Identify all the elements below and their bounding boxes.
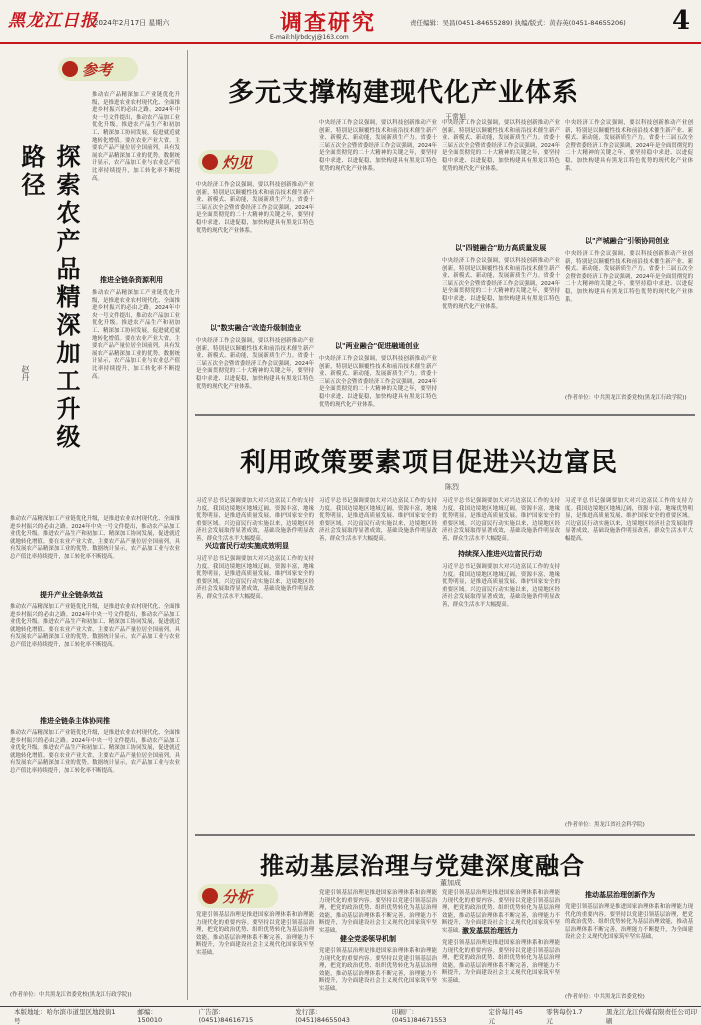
article1-text-2: 中央经济工作会议强调，要以科技创新推动产业创新，特别是以颠覆性技术和前沿技术催生新产业、新模式、新动能，发展新质生产力。省委十三届五次全会暨省委经济工作会议强调，2024年是全面贯彻党的二十大精神的关键之年，要坚持稳中求进、以进促稳，加快构建具有黑龙江特色优势的现代化产业体系。 bbox=[196, 338, 314, 390]
tag-insight: 灼见 bbox=[198, 150, 278, 174]
article1-text-5: 中央经济工作会议强调，要以科技创新推动产业创新，特别是以颠覆性技术和前沿技术催生新产业、新模式、新动能，发展新质生产力。省委十三届五次全会暨省委经济工作会议强调，2024年是全面贯彻党的二十大精神的关键之年，要坚持稳中求进、以进促稳，加快构建具有黑龙江特色优势的现代化产业体系。 bbox=[442, 120, 560, 172]
article3-text-2: 党建引领基层治理是推进国家治理体系和治理能力现代化的重要内容。要坚持以党建引领基层治理，把党的政治优势、组织优势转化为基层治理效能，推动基层治理体系不断完善，治理能力不断提升，为全面建设社会主义现代化国家筑牢坚实基础。 bbox=[319, 890, 437, 934]
left-text-5: 推动农产品精深加工产业链优化升级，是推进农业农村现代化、全面推进乡村振兴的必由之路。2024年中央一号文件提出，推动农产品加工业优化升级。推进农产品生产和初加工、精深加工协同发展，促进就近就地转化增值。要在农业产业大省，主要农产品产量位居全国前列，具有发展农产品精深加工业的优势。数据统计显示，农产品加工业与农业总产值比率持续提升，加工转化率不断提高。 bbox=[10, 730, 180, 774]
article3-subhead-2: 激发基层治理活力 bbox=[462, 927, 518, 935]
left-article-title: 探索农产品精深加工升级路径 bbox=[17, 144, 81, 452]
issue-date: 2024年2月17日 星期六 bbox=[94, 19, 170, 27]
footer-printing: 印刷厂：(0451)84671553 bbox=[391, 1008, 447, 1024]
article1-subhead-4: 以"产城融合"引领协同创业 bbox=[585, 237, 670, 245]
footer-retail: 零售每份1.7元 bbox=[546, 1007, 583, 1025]
footer-distribution: 发行部：(0451)84655043 bbox=[295, 1008, 350, 1024]
article1-subhead-1: 以"数实融合"改造升级制造业 bbox=[210, 324, 302, 332]
article2-text-5: 习近平总书记强调要加大对兴边富民工作的支持力度。我国边境地区地域辽阔，资源丰富，地缘优势明显，是推进高质量发展、维护国家安全的重要区域。兴边富民行动实施以来，边境地区经济社会发展取得显著成效，基础设施条件明显改善，群众生活水平大幅提高。 bbox=[442, 564, 560, 608]
article1-text-8: 中央经济工作会议强调，要以科技创新推动产业创新，特别是以颠覆性技术和前沿技术催生新产业、新模式、新动能，发展新质生产力。省委十三届五次全会暨省委经济工作会议强调，2024年是全面贯彻党的二十大精神的关键之年，要坚持稳中求进、以进促稳，加快构建具有黑龙江特色优势的现代化产业体系。 bbox=[565, 251, 693, 303]
tag-reference: 参考 bbox=[58, 57, 138, 81]
article2-title: 利用政策要素项目促进兴边富民 bbox=[240, 448, 619, 478]
article1-text-7: 中央经济工作会议强调，要以科技创新推动产业创新，特别是以颠覆性技术和前沿技术催生新产业、新模式、新动能，发展新质生产力。省委十三届五次全会暨省委经济工作会议强调，2024年是全面贯彻党的二十大精神的关键之年，要坚持稳中求进、以进促稳，加快构建具有黑龙江特色优势的现代化产业体系。 bbox=[565, 120, 693, 172]
article3-text-6: 党建引领基层治理是推进国家治理体系和治理能力现代化的重要内容。要坚持以党建引领基层治理，把党的政治优势、组织优势转化为基层治理效能，推动基层治理体系不断完善，治理能力不断提升，为全面建设社会主义现代化国家筑牢坚实基础。 bbox=[565, 904, 693, 941]
newspaper-logo: 黑龙江日报 bbox=[8, 11, 98, 31]
article2-text-1: 习近平总书记强调要加大对兴边富民工作的支持力度。我国边境地区地域辽阔，资源丰富，地缘优势明显，是推进高质量发展、维护国家安全的重要区域。兴边富民行动实施以来，边境地区经济社会发展取得显著成效，基础设施条件明显改善，群众生活水平大幅提高。 bbox=[196, 498, 314, 542]
page-number: 4 bbox=[672, 6, 691, 36]
column-divider bbox=[187, 50, 188, 1000]
article3-text-3: 党建引领基层治理是推进国家治理体系和治理能力现代化的重要内容。要坚持以党建引领基层治理，把党的政治优势、组织优势转化为基层治理效能，推动基层治理体系不断完善，治理能力不断提升，为全面建设社会主义现代化国家筑牢坚实基础。 bbox=[319, 948, 437, 992]
article2-subhead-1: 兴边富民行动实施成效明显 bbox=[205, 542, 289, 550]
article2-author: 陈烈 bbox=[445, 483, 459, 491]
section-email: E-mail:hljrbdcyj@163.com bbox=[270, 34, 349, 41]
masthead bbox=[0, 0, 701, 44]
editor-credits: 责任编辑：吴昌(0451-84655289) 执编/版式：黄春英(0451-84655206) bbox=[410, 19, 626, 27]
article1-text-3: 中央经济工作会议强调，要以科技创新推动产业创新，特别是以颠覆性技术和前沿技术催生新产业、新模式、新动能，发展新质生产力。省委十三届五次全会暨省委经济工作会议强调，2024年是全面贯彻党的二十大精神的关键之年，要坚持稳中求进、以进促稳，加快构建具有黑龙江特色优势的现代化产业体系。 bbox=[319, 120, 437, 172]
article3-subhead-1: 健全党委领导机制 bbox=[340, 935, 396, 943]
article1-subhead-2: 以"两业融合"促进融通创业 bbox=[335, 342, 420, 350]
article3-text-4: 党建引领基层治理是推进国家治理体系和治理能力现代化的重要内容。要坚持以党建引领基层治理，把党的政治优势、组织优势转化为基层治理效能，推动基层治理体系不断完善，治理能力不断提升，为全面建设社会主义现代化国家筑牢坚实基础。 bbox=[442, 890, 560, 934]
left-subhead-2: 提升产业全链条效益 bbox=[40, 591, 103, 599]
footer-postcode: 邮编：150010 bbox=[137, 1008, 163, 1024]
left-text-1: 推动农产品精深加工产业链优化升级，是推进农业农村现代化、全面推进乡村振兴的必由之路。2024年中央一号文件提出，推动农产品加工业优化升级。推进农产品生产和初加工、精深加工协同发展，促进就近就地转化增值。要在农业产业大省，主要农产品产量位居全国前列，具有发展农产品精深加工业的优势。数据统计显示，农产品加工业与农业总产值比率持续提升，加工转化率不断提高。 bbox=[92, 92, 180, 182]
page-footer bbox=[0, 1006, 701, 1024]
article3-subhead-3: 推动基层治理创新作为 bbox=[585, 891, 655, 899]
article1-subhead-3: 以"四链融合"助力高质量发展 bbox=[455, 244, 547, 252]
left-subhead-1: 推进全链条资源利用 bbox=[100, 276, 163, 284]
footer-printer: 黑龙江龙江传媒有限责任公司印刷 bbox=[605, 1007, 697, 1025]
article3-title: 推动基层治理与党建深度融合 bbox=[260, 851, 585, 880]
section-divider-1 bbox=[195, 414, 695, 416]
footer-address: 本版地址：哈尔滨市道里区地段街1号 bbox=[14, 1007, 116, 1025]
left-text-4: 推动农产品精深加工产业链优化升级，是推进农业农村现代化、全面推进乡村振兴的必由之路。2024年中央一号文件提出，推动农产品加工业优化升级。推进农产品生产和初加工、精深加工协同发展，促进就近就地转化增值。要在农业产业大省，主要农产品产量位居全国前列，具有发展农产品精深加工业的优势。数据统计显示，农产品加工业与农业总产值比率持续提升，加工转化率不断提高。 bbox=[10, 604, 180, 648]
article1-author: 王常旭 bbox=[445, 113, 466, 121]
left-article-author: 赵丹 bbox=[21, 365, 30, 381]
article3-author: 董加成 bbox=[440, 879, 461, 887]
tag-circle-icon bbox=[202, 888, 218, 904]
article1-text-6: 中央经济工作会议强调，要以科技创新推动产业创新，特别是以颠覆性技术和前沿技术催生新产业、新模式、新动能，发展新质生产力。省委十三届五次全会暨省委经济工作会议强调，2024年是全面贯彻党的二十大精神的关键之年，要坚持稳中求进、以进促稳，加快构建具有黑龙江特色优势的现代化产业体系。 bbox=[442, 258, 560, 310]
left-subhead-3: 推进全链条主体协同推 bbox=[40, 717, 110, 725]
article2-subhead-2: 持续深入推进兴边富民行动 bbox=[458, 550, 542, 558]
article1-text-4: 中央经济工作会议强调，要以科技创新推动产业创新，特别是以颠覆性技术和前沿技术催生新产业、新模式、新动能，发展新质生产力。省委十三届五次全会暨省委经济工作会议强调，2024年是全面贯彻党的二十大精神的关键之年，要坚持稳中求进、以进促稳，加快构建具有黑龙江特色优势的现代化产业体系。 bbox=[319, 356, 437, 408]
tag-analysis: 分析 bbox=[198, 884, 278, 908]
article2-text-6: 习近平总书记强调要加大对兴边富民工作的支持力度。我国边境地区地域辽阔，资源丰富，地缘优势明显，是推进高质量发展、维护国家安全的重要区域。兴边富民行动实施以来，边境地区经济社会发展取得显著成效，基础设施条件明显改善，群众生活水平大幅提高。 bbox=[565, 498, 693, 542]
left-text-3: 推动农产品精深加工产业链优化升级，是推进农业农村现代化、全面推进乡村振兴的必由之路。2024年中央一号文件提出，推动农产品加工业优化升级。推进农产品生产和初加工、精深加工协同发展，促进就近就地转化增值。要在农业产业大省，主要农产品产量位居全国前列，具有发展农产品精深加工业的优势。数据统计显示，农产品加工业与农业总产值比率持续提升，加工转化率不断提高。 bbox=[10, 516, 180, 560]
article3-text-1: 党建引领基层治理是推进国家治理体系和治理能力现代化的重要内容。要坚持以党建引领基层治理，把党的政治优势、组织优势转化为基层治理效能，推动基层治理体系不断完善，治理能力不断提升，为全面建设社会主义现代化国家筑牢坚实基础。 bbox=[196, 912, 314, 956]
section-title: 调查研究 bbox=[280, 10, 377, 36]
left-text-2: 推动农产品精深加工产业链优化升级，是推进农业农村现代化、全面推进乡村振兴的必由之路。2024年中央一号文件提出，推动农产品加工业优化升级。推进农产品生产和初加工、精深加工协同发展，促进就近就地转化增值。要在农业产业大省，主要农产品产量位居全国前列，具有发展农产品精深加工业的优势。数据统计显示，农产品加工业与农业总产值比率持续提升，加工转化率不断提高。 bbox=[92, 290, 180, 380]
article3-text-5: 党建引领基层治理是推进国家治理体系和治理能力现代化的重要内容。要坚持以党建引领基层治理，把党的政治优势、组织优势转化为基层治理效能，推动基层治理体系不断完善，治理能力不断提升，为全面建设社会主义现代化国家筑牢坚实基础。 bbox=[442, 940, 560, 984]
article1-title: 多元支撑构建现代化产业体系 bbox=[228, 78, 580, 108]
footer-ads: 广告部：(0451)84616715 bbox=[198, 1008, 254, 1024]
section-divider-2 bbox=[195, 834, 695, 836]
article2-text-2: 习近平总书记强调要加大对兴边富民工作的支持力度。我国边境地区地域辽阔，资源丰富，地缘优势明显，是推进高质量发展、维护国家安全的重要区域。兴边富民行动实施以来，边境地区经济社会发展取得显著成效，基础设施条件明显改善，群众生活水平大幅提高。 bbox=[196, 556, 314, 600]
tag-circle-icon bbox=[62, 61, 78, 77]
article2-author-note: (作者单位：黑龙江省社会科学院) bbox=[565, 822, 645, 828]
article2-text-3: 习近平总书记强调要加大对兴边富民工作的支持力度。我国边境地区地域辽阔，资源丰富，地缘优势明显，是推进高质量发展、维护国家安全的重要区域。兴边富民行动实施以来，边境地区经济社会发展取得显著成效，基础设施条件明显改善，群众生活水平大幅提高。 bbox=[319, 498, 437, 542]
article1-text-1: 中央经济工作会议强调，要以科技创新推动产业创新，特别是以颠覆性技术和前沿技术催生新产业、新模式、新动能，发展新质生产力。省委十三届五次全会暨省委经济工作会议强调，2024年是全面贯彻党的二十大精神的关键之年，要坚持稳中求进、以进促稳，加快构建具有黑龙江特色优势的现代化产业体系。 bbox=[196, 182, 314, 234]
article1-author-note: (作者单位：中共黑龙江省委党校(黑龙江行政学院)) bbox=[565, 395, 687, 401]
article2-text-4: 习近平总书记强调要加大对兴边富民工作的支持力度。我国边境地区地域辽阔，资源丰富，地缘优势明显，是推进高质量发展、维护国家安全的重要区域。兴边富民行动实施以来，边境地区经济社会发展取得显著成效，基础设施条件明显改善，群众生活水平大幅提高。 bbox=[442, 498, 560, 542]
footer-price: 定价每月45元 bbox=[488, 1007, 523, 1025]
tag-circle-icon bbox=[202, 154, 218, 170]
left-author-note: (作者单位：中共黑龙江省委党校(黑龙江行政学院)) bbox=[10, 992, 132, 998]
article3-author-note: (作者单位：中共黑龙江省委党校) bbox=[565, 994, 645, 1000]
